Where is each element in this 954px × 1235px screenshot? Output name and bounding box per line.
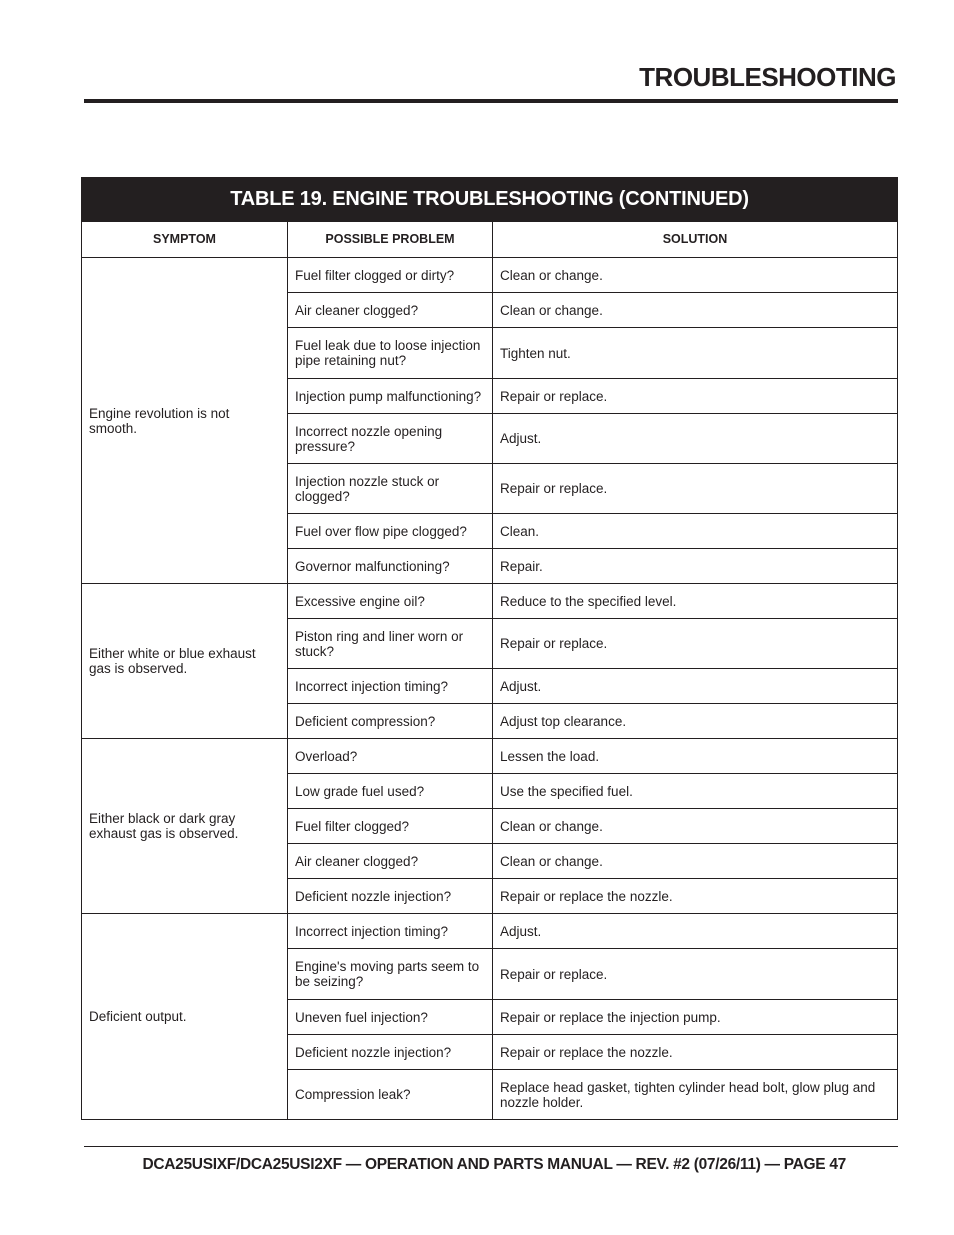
solution-cell: Adjust. <box>493 414 898 464</box>
table-row <box>82 258 898 293</box>
solution-cell: Replace head gasket, tighten cylinder head bolt, glow plug and nozzle holder. <box>493 1070 898 1120</box>
possible-problem-cell: Fuel over flow pipe clogged? <box>288 514 493 549</box>
footer-rule <box>84 1146 898 1147</box>
possible-problem-cell: Incorrect injection timing? <box>288 669 493 704</box>
solution-cell: Repair or replace the injection pump. <box>493 1000 898 1035</box>
symptom-cell: Either white or blue exhaust gas is observed. <box>82 584 288 739</box>
possible-problem-cell: Fuel filter clogged or dirty? <box>288 258 493 293</box>
solution-cell: Repair or replace. <box>493 379 898 414</box>
possible-problem-cell: Deficient nozzle injection? <box>288 879 493 914</box>
header-rule <box>84 99 898 103</box>
solution-cell: Reduce to the specified level. <box>493 584 898 619</box>
page-footer: DCA25USIXF/DCA25USI2XF — OPERATION AND PARTS MANUAL — REV. #2 (07/26/11) — PAGE 47 <box>142 1156 846 1173</box>
page-title: TROUBLESHOOTING <box>639 62 896 92</box>
column-header-solution: SOLUTION <box>493 222 898 258</box>
solution-cell: Clean or change. <box>493 809 898 844</box>
table-caption: TABLE 19. ENGINE TROUBLESHOOTING (CONTINUED) <box>82 178 898 222</box>
possible-problem-cell: Injection pump malfunctioning? <box>288 379 493 414</box>
solution-cell: Clean or change. <box>493 293 898 328</box>
possible-problem-cell: Deficient compression? <box>288 704 493 739</box>
possible-problem-cell: Air cleaner clogged? <box>288 844 493 879</box>
solution-cell: Clean. <box>493 514 898 549</box>
column-header-symptom: SYMPTOM <box>82 222 288 258</box>
possible-problem-cell: Compression leak? <box>288 1070 493 1120</box>
solution-cell: Repair or replace. <box>493 949 898 1000</box>
solution-cell: Repair or replace the nozzle. <box>493 1035 898 1070</box>
possible-problem-cell: Governor malfunctioning? <box>288 549 493 584</box>
possible-problem-cell: Incorrect nozzle opening pressure? <box>288 414 493 464</box>
solution-cell: Tighten nut. <box>493 328 898 379</box>
solution-cell: Repair or replace. <box>493 464 898 514</box>
solution-cell: Repair or replace. <box>493 619 898 669</box>
table-row <box>82 914 898 949</box>
possible-problem-cell: Incorrect injection timing? <box>288 914 493 949</box>
symptom-cell: Engine revolution is not smooth. <box>82 258 288 584</box>
solution-cell: Repair or replace the nozzle. <box>493 879 898 914</box>
solution-cell: Use the specified fuel. <box>493 774 898 809</box>
possible-problem-cell: Air cleaner clogged? <box>288 293 493 328</box>
solution-cell: Clean or change. <box>493 258 898 293</box>
solution-cell: Clean or change. <box>493 844 898 879</box>
solution-cell: Repair. <box>493 549 898 584</box>
possible-problem-cell: Engine's moving parts seem to be seizing? <box>288 949 493 1000</box>
solution-cell: Adjust. <box>493 914 898 949</box>
possible-problem-cell: Injection nozzle stuck or clogged? <box>288 464 493 514</box>
table-row <box>82 739 898 774</box>
solution-cell: Lessen the load. <box>493 739 898 774</box>
symptom-cell: Deficient output. <box>82 914 288 1120</box>
table-row <box>82 584 898 619</box>
column-header-possible-problem: POSSIBLE PROBLEM <box>288 222 493 258</box>
solution-cell: Adjust. <box>493 669 898 704</box>
possible-problem-cell: Uneven fuel injection? <box>288 1000 493 1035</box>
symptom-cell: Either black or dark gray exhaust gas is observed. <box>82 739 288 914</box>
solution-cell: Adjust top clearance. <box>493 704 898 739</box>
troubleshooting-table <box>81 177 898 1120</box>
possible-problem-cell: Fuel filter clogged? <box>288 809 493 844</box>
possible-problem-cell: Excessive engine oil? <box>288 584 493 619</box>
possible-problem-cell: Overload? <box>288 739 493 774</box>
possible-problem-cell: Fuel leak due to loose injection pipe retaining nut? <box>288 328 493 379</box>
possible-problem-cell: Piston ring and liner worn or stuck? <box>288 619 493 669</box>
possible-problem-cell: Low grade fuel used? <box>288 774 493 809</box>
table-body <box>82 258 898 1120</box>
possible-problem-cell: Deficient nozzle injection? <box>288 1035 493 1070</box>
